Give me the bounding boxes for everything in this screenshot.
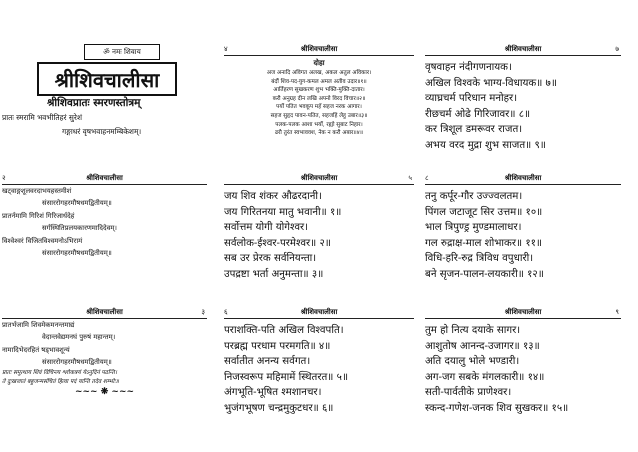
verse-line: गल रुद्राक्ष-माल शोभाकर॥ ११॥	[425, 237, 543, 249]
verse-line: पिंगल जटाजूट सिर उत्तम॥ १०॥	[425, 206, 543, 218]
page-title: श्रीशिवचालीसा	[504, 307, 542, 316]
page-header	[425, 307, 621, 319]
page-header	[224, 173, 414, 185]
page-title: श्रीशिवचालीसा	[86, 307, 123, 316]
verse-line: करौ अनुग्रह दीन लखि अपनो विरद विचार॥२॥	[272, 95, 366, 102]
page-8	[425, 173, 621, 311]
cover-line-1: प्रातः स्मरामि भवभीतिहरं सुरेशं	[2, 113, 82, 122]
verse-line: सब उर प्रेरक सर्वनियन्ता।	[224, 253, 317, 265]
verse-line: अभय वरद मुद्रा शुभ साजत॥ ९॥	[425, 139, 546, 151]
verse-line: संसाररोगहरमौषधमद्वितीयम्॥	[42, 199, 112, 208]
verse-line: जय शिव शंकर औढरदानी।	[224, 191, 322, 202]
cover-subtitle: श्रीशिवप्रातः स्मरणस्तोत्रम्	[47, 97, 141, 109]
cover-panel	[2, 40, 207, 180]
verse-line: जय गिरितनया मातु भवानी॥ १॥	[224, 206, 342, 218]
doha-heading: दोहा	[313, 58, 325, 67]
verse-line: नामादिभेदरहितं षड्भावशून्यं	[2, 345, 70, 354]
verse-line: आशुतोष आनन्द-उजागर॥ १३॥	[425, 340, 540, 352]
page-header	[224, 44, 414, 56]
page-number: ७	[615, 45, 619, 53]
page-title: श्रीशिवचालीसा	[504, 173, 542, 182]
verse-line: तनु कर्पूर-गौर उज्ज्वलतम।	[425, 191, 523, 202]
page-3	[2, 307, 207, 449]
page-9	[425, 307, 621, 445]
verse-line: अखिल विश्वके भाग्य-विधायक॥ ७॥	[425, 77, 557, 89]
phala-line: ते दुःखजातं बहुजन्मसंचितं हित्वा पदं यान्ति तदेव शम्भोः॥	[2, 378, 119, 385]
verse-line: अज अनादि अविगत अलख, अकल अतुल अविकार।	[266, 70, 372, 76]
verse-line: पर्यो पतित भवकूप महँ सहज नरक आगार।	[276, 104, 362, 111]
verse-line: निजस्वरूप महिमामें स्थितरत॥ ५॥	[224, 371, 349, 383]
page-title: श्रीशिवचालीसा	[300, 44, 338, 53]
verse-line: कर त्रिशूल डमरूवर राजत।	[425, 124, 523, 136]
cover-title: श्रीशिवचालीसा	[37, 62, 177, 96]
verse-line: स्कन्द-गणेश-जनक शिव सुखकर॥ १५॥	[425, 402, 569, 414]
page-number: ८	[425, 174, 429, 182]
page-6	[224, 307, 414, 445]
page-4	[224, 44, 414, 182]
page-7	[425, 44, 621, 182]
page-5	[224, 173, 414, 311]
page-number: २	[2, 174, 6, 182]
verse-line: अंगभूति-भूषित श्मशानचर।	[224, 387, 322, 399]
verse-line: अग-जग सबके मंगलकारी॥ १४॥	[425, 371, 545, 383]
verse-line: परब्रह्म परधाम परमगति॥ ४॥	[224, 340, 331, 352]
verse-line: सर्वलोक-ईश्वर-परमेश्वर॥ २॥	[224, 237, 331, 249]
page-header	[2, 307, 207, 319]
page-title: श्रीशिवचालीसा	[300, 307, 338, 316]
verse-line: उपद्रष्टा भर्ता अनुमन्ता॥ ३॥	[224, 268, 324, 280]
verse-line: व्याघ्रचर्म परिधान मनोहर।	[425, 93, 518, 105]
phala-line: प्रातः समुत्थाय शिवं विचिन्त्य श्लोकत्रयं येऽनुदिनं पठन्ति।	[2, 369, 117, 376]
ornament: ~~~ ❋ ~~~	[74, 386, 135, 397]
verse-line: बने सृजन-पालन-लयकारी॥ १२॥	[425, 268, 544, 280]
page-number: ४	[224, 45, 228, 53]
page-header	[224, 307, 414, 319]
page-number: ६	[224, 308, 228, 316]
page-header	[2, 173, 207, 185]
verse-line: सहज सुहृद पावन-पतित, सहजहिं लेहु उबार॥३॥	[270, 112, 368, 119]
verse-line: संसाररोगहरमौषधमद्वितीयम्॥	[42, 249, 112, 258]
page-header	[425, 173, 621, 185]
verse-line: प्रातर्नमामि गिरिशं गिरिजार्धदेहं	[2, 211, 75, 220]
verse-line: वेदान्तवेद्यमनघं पुरुषं महान्तम्।	[42, 333, 116, 342]
verse-line: ढरौ तुरंत स्वभाववश, नेक न करौ अबार॥४॥	[274, 130, 364, 137]
verse-line: प्रातर्भजामि शिवमेकमनन्तमाद्यं	[2, 321, 75, 329]
page-2	[2, 173, 207, 311]
verse-line: बंदौं शिव-पद-युग-कमल अमल अतीव उदार॥१॥	[271, 78, 367, 85]
verse-line: संसाररोगहरमौषधमद्वितीयम्॥	[42, 358, 112, 367]
cover-line-2: गङ्गाधरं वृषभवाहनमम्बिकेशम्।	[62, 127, 142, 136]
page-number: ९	[615, 308, 619, 316]
verse-line: भुजंगभूषण चन्द्रमुकुटधर॥ ६॥	[224, 402, 334, 414]
verse-line: विश्वेश्वरं विजितविश्वमनोऽभिरामं	[2, 236, 83, 245]
page-header	[425, 44, 621, 56]
verse-line: पराशक्ति-पति अखिल विश्वपति।	[224, 325, 344, 336]
page-number: ५	[408, 174, 412, 182]
page-title: श्रीशिवचालीसा	[504, 44, 542, 53]
verse-line: वृषवाहन नंदीगणनायक।	[425, 62, 512, 73]
verse-line: खट्वाङ्गशूलवरदाभयहस्तमीशं	[2, 187, 72, 195]
verse-line: विधि-हरि-रुद्र त्रिविध वपुधारी।	[425, 253, 534, 265]
verse-line: सती-पार्वतीके प्राणेश्वर।	[425, 387, 512, 399]
cover-tag: ॐ नमः शिवाय	[84, 44, 160, 60]
page-title: श्रीशिवचालीसा	[300, 173, 338, 182]
verse-line: सर्वोत्तम योगी योगेश्वर।	[224, 222, 309, 234]
verse-line: अति दयालु भोले भण्डारी।	[425, 356, 520, 368]
page-number: ३	[201, 308, 205, 316]
verse-line: सर्वातीत अनन्य सर्वगत।	[224, 356, 311, 368]
verse-line: रीछचर्म ओढे गिरिजावर॥ ८॥	[425, 108, 531, 120]
verse-line: पलक-पलक आशा भर्यो, रह्यो सुबाट निहार।	[275, 121, 363, 128]
verse-line: तुम हो नित्य दयाके सागर।	[425, 325, 521, 336]
verse-line: सर्गस्थितिप्रलयकारणमादिदेवम्।	[42, 224, 117, 233]
page-title: श्रीशिवचालीसा	[86, 173, 123, 182]
verse-line: भाल त्रिपुण्ड्र मुण्डमालाधर।	[425, 222, 522, 234]
verse-line: आर्तिहरण सुखकरण शुभ भक्ति-मुक्ति-दातार।	[273, 87, 365, 94]
